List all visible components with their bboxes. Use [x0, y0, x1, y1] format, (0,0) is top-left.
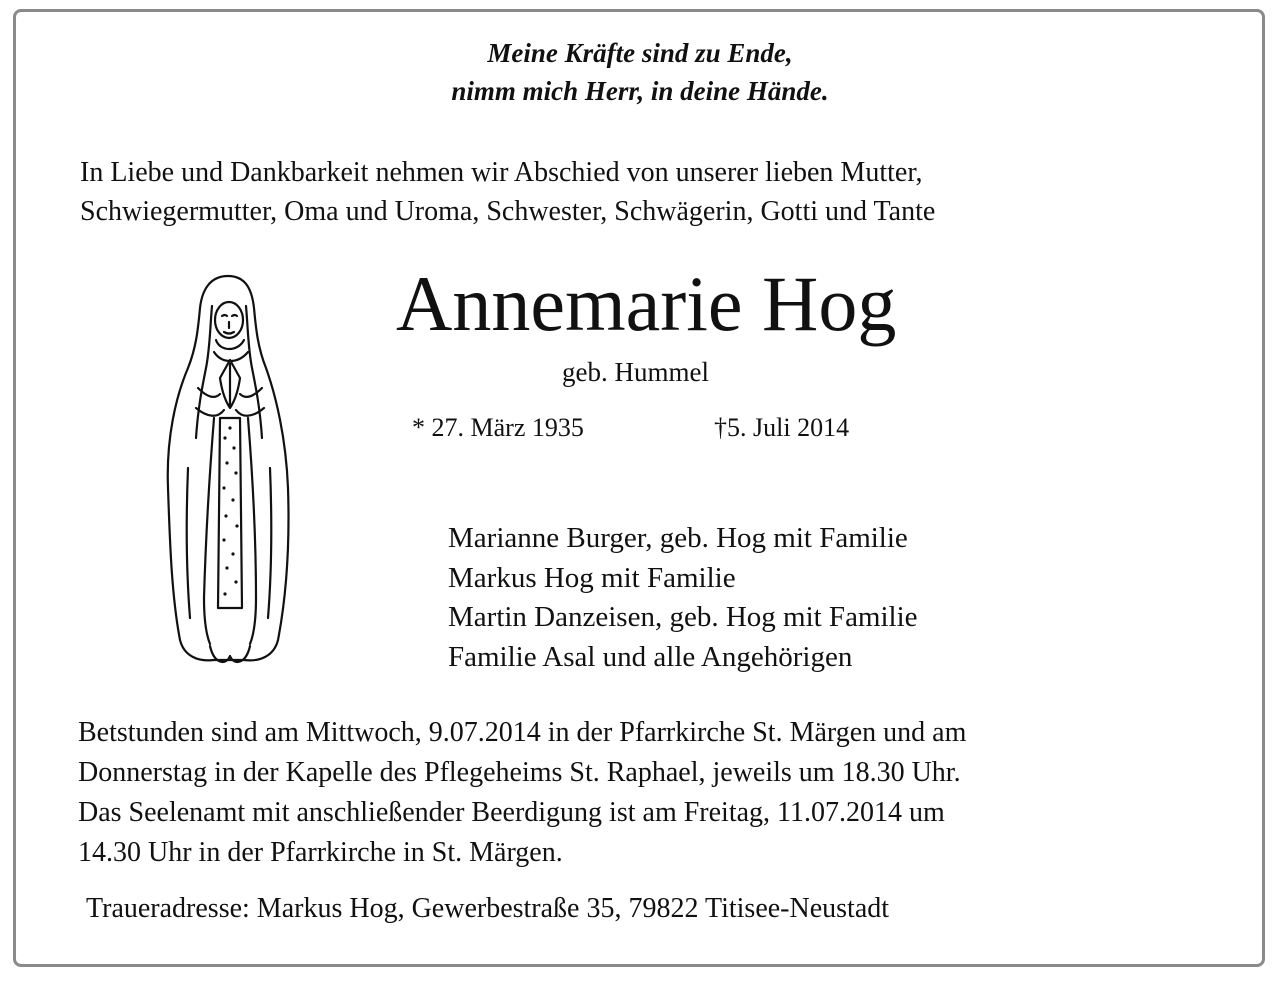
mourner-item: Martin Danzeisen, geb. Hog mit Familie — [448, 601, 918, 633]
motto-line-1: Meine Kräfte sind zu Ende, — [487, 38, 793, 68]
service-line-4: 14.30 Uhr in der Pfarrkirche in St. Märgen. — [78, 837, 563, 868]
mourner-item: Markus Hog mit Familie — [448, 561, 736, 594]
service-details — [78, 713, 966, 873]
mourner-item: Familie Asal und alle Angehörigen — [448, 640, 853, 673]
mourner-item: Marianne Burger, geb. Hog mit Familie — [448, 522, 908, 554]
mourning-address: Traueradresse: Markus Hog, Gewerbestraße 35, 79822 Titisee-Neustadt — [86, 893, 890, 924]
praying-madonna-icon — [158, 268, 298, 678]
mourners-list — [448, 519, 918, 677]
intro-text — [80, 153, 935, 231]
death-date: †5. Juli 2014 — [714, 413, 850, 442]
maiden-name: geb. Hummel — [562, 357, 709, 387]
intro-line-2: Schwiegermutter, Oma und Uroma, Schwester, Schwägerin, Gotti und Tante — [80, 196, 936, 227]
service-line-3: Das Seelenamt mit anschließender Beerdigung ist am Freitag, 11.07.2014 um — [78, 797, 945, 828]
service-line-1: Betstunden sind am Mittwoch, 9.07.2014 in der Pfarrkirche St. Märgen und am — [78, 717, 967, 748]
intro-line-1: In Liebe und Dankbarkeit nehmen wir Abschied von unserer lieben Mutter, — [80, 157, 923, 188]
motto-verse — [0, 34, 1280, 110]
service-line-2: Donnerstag in der Kapelle des Pflegeheims St. Raphael, jeweils um 18.30 Uhr. — [78, 757, 961, 788]
birth-date: * 27. März 1935 — [412, 413, 584, 442]
deceased-name: Annemarie Hog — [396, 260, 897, 347]
motto-line-2: nimm mich Herr, in deine Hände. — [451, 76, 829, 106]
